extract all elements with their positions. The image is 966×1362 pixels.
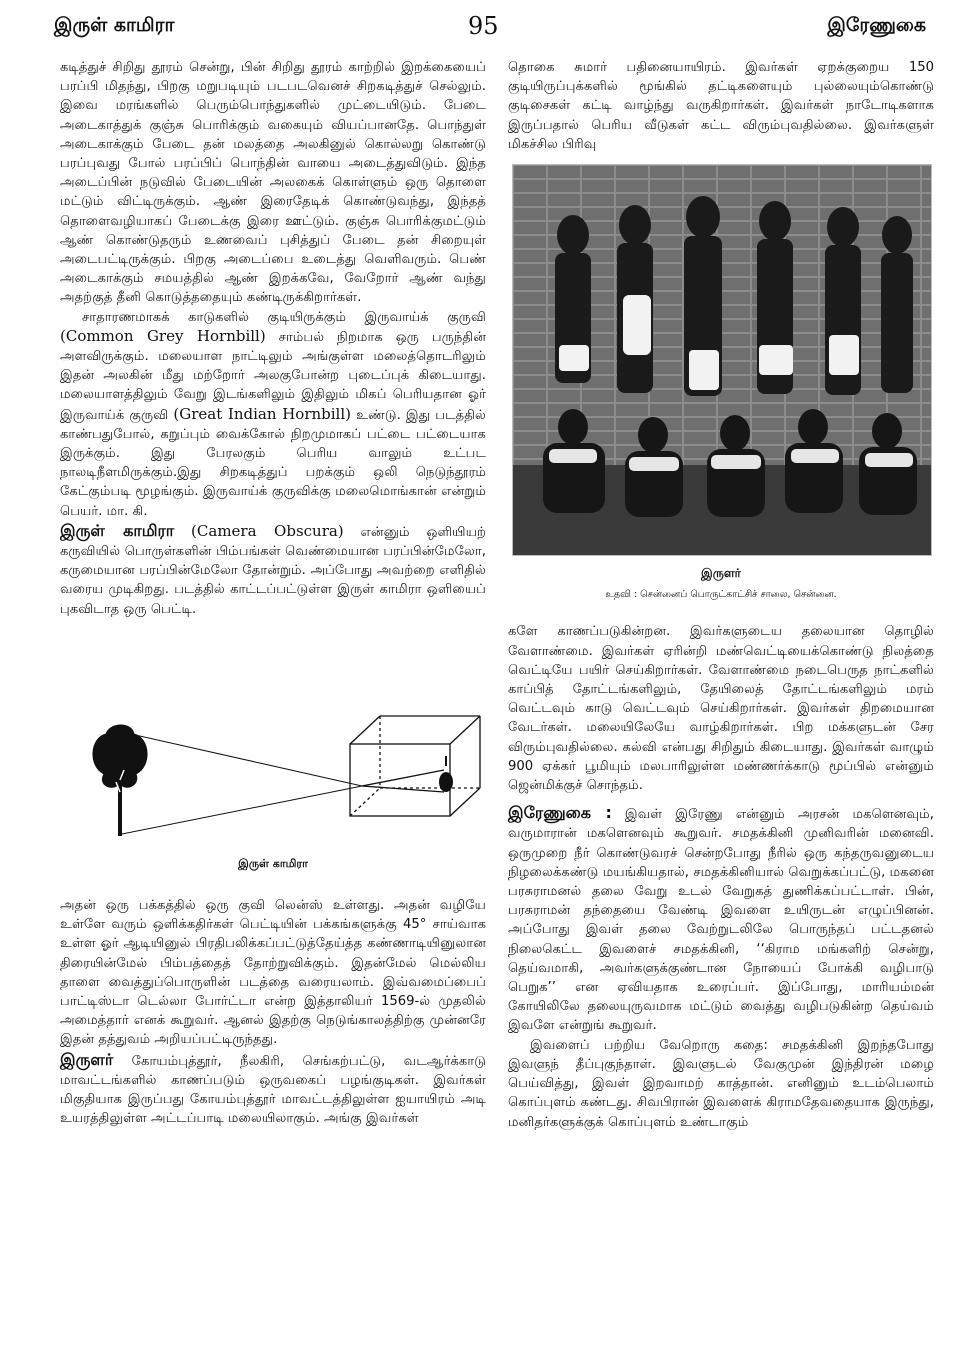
irular-text: கோயம்புத்தூர், நீலகிரி, செங்கற்பட்டு, வடஆர்க்காடு மாவட்டங்களில் காணப்படும் ஒருவகைப் பழங்குடிகள். இவர்கள் மிகுதியாக இருப்பது கோயம்புத்தூர் மாவட்டத்திலுள்ள ஐயாயிரம் அடி உயரத்திலுள்ள அட்டப்பாடி மலையிலாகும். அங்கு இவர்கள் xyxy=(60,1053,486,1127)
renukai-text: இவள் இரேணு என்னும் அரசன் மகளெனவும், வருமாரான் மகளெனவும் கூறுவர். சமதக்கினி முனிவரின் மனைவி. ஒருமுறை நீர் கொண்டுவரச் சென்றபோது நீரில் ஒரு கந்தருவனுடைய நிழலைக்கண்டு மயங்கியதால், சமதக்கினியால் வெறுக்கப்பட்டு, மகனை பரசுராமனல் தலை வேறு உடல் வேறுகத் துணிக்கப்பட்டாள். பின், பரசுராமன் தந்தையை வேண்டி இவளை உயிருடன் எழுப்பினன். அப்போது இவள் தலை வேற்றுடலிலே பொருந்தப் பட்டதனல் நிலைகெட்ட இவளைச் சமதக்கினி, ‘‘கிராம மங்களிற் சென்று, தெய்வமாகி, அவர்களுக்குண்டான நோயைப் போக்கி வழிபாடு பெறுக’’ என ஏவியதாக உரைப்பர். இப்போது, மாரியம்மன் கோயிலிலே தலையுருவமாக மட்டும் வைத்து வழிபடுகின்ற தெய்வம் இவளே என்றுங் கூறுவர். xyxy=(508,807,934,1034)
left-column xyxy=(60,58,486,1128)
group-photo-illustration xyxy=(513,165,931,555)
light-rays xyxy=(122,732,362,834)
renukai-paragraph xyxy=(508,803,934,1035)
camera-obscura-paragraph xyxy=(60,521,486,619)
hornbill-nesting-paragraph: கடித்துச் சிறிது தூரம் சென்று, பின் சிறிது தூரம் காற்றில் இறக்கையைப் பரப்பி மிதந்து, பிறகு மறுபடியும் படபடவெனச் சிறகடித்துச் செல்லும். இவை மரங்களில் பெரும்பொந்துகளில் முட்டையிடும். பேடை அடைகாத்துக் குஞ்சு பொரிக்கும் வகையும் வியப்பானதே. பொந்துள் அடைகாக்கும் பேடை தன் மலத்தை அலகினுல் கொல்லறு கொண்டு பரப்புவது போல் பரப்பிப் பொந்தின் வாயை அடைத்துவிடும். இந்த அடைப்பின் நடுவில் பேடையின் அலகைக் கொள்ளும் ஒரு தொளை மட்டும் விட்டிருக்கும். ஆண் இரைதேடிக் கொண்டுவந்து, இந்தத் தொளைவழியாகப் பேடைக்கு இரை ஊட்டும். குஞ்சு பொரிக்குமட்டும் ஆண் கொண்டுதரும் உணவைப் புசித்துப் பேடை தன் சிறையுள் அடைபட்டிருக்கும். பிறகு அடைப்பை உடைத்து வெளிவரும். பெண் அடைகாக்கும் சமயத்தில் ஆண் இறக்கவே, வேறோர் ஆண் வந்து அதற்குத் தீனி கொடுத்ததையும் கண்டிருக்கிறார்கள். xyxy=(60,60,486,306)
camera-obscura-latin: (Camera Obscura) xyxy=(191,521,344,540)
great-indian-hornbill-latin: (Great Indian Hornbill) xyxy=(173,404,351,423)
running-header-right: இரேணுகை xyxy=(827,14,926,36)
irular-group-photo xyxy=(512,164,932,556)
irular-photo-block xyxy=(508,164,934,604)
renukai-another-story-paragraph: இவளைப் பற்றிய வேறொரு கதை: சமதக்கினி இறந்தபோது இவளுந் தீப்புகுந்தாள். இவளுடல் வேகுமுன் இந்திரன் மழை பெய்வித்து, இவள் இறவாமற் காத்தான். எனினும் உடம்பெலாம் கொப்புளம் கண்டது. சிவபிரான் இவளைக் கிராமதேவதையாக இருந்து, மனிதர்களுக்குக் கொப்புளம் உண்டாகும் xyxy=(508,1037,934,1130)
camera-obscura-continued-paragraph: அதன் ஒரு பக்கத்தில் ஒரு குவி லென்ஸ் உள்ளது. அதன் வழியே உள்ளே வரும் ஒளிக்கதிர்கள் பெட்டியின் பக்கங்களுக்கு 45° சாய்வாக உள்ள ஓர் ஆடியினுல் பிரதிபலிக்கப்பட்டுத்தேய்த்த கண்ணாடியினுலான திரையின்மேல் பிம்பத்தைத் தோற்றுவிக்கும். இதன்மேல் மெல்லிய தாளை வைத்துப்பொருளின் படத்தை வரையலாம். இவ்வமைப்பைப் பாட்டிஸ்டா டெல்லா போர்ட்டா என்ற இத்தாலியர் 1569-ல் முதலில் அமைத்தார் எனக் கூறுவர். ஆனல் இதற்கு நெடுங்காலத்திற்கு முன்னரே இதன் தத்துவம் அறியப்பட்டிருந்தது. xyxy=(60,898,486,1048)
irular-continued-paragraph: தொகை சுமார் பதினையாயிரம். இவர்கள் ஏறக்குறைய 150 குடியிருப்புக்களில் மூங்கில் தட்டிகளையும் புல்லையும்கொண்டு குடிசைகள் கட்டி வாழ்ந்து வருகிறார்கள். இவர்கள் நாடோடிகளாக இருப்பதால் பெரிய வீடுகள் கட்ட விரும்புவதில்லை. இவர்களுள் மிகச்சில பிரிவு xyxy=(508,60,934,152)
running-header-left: இருள் காமிரா xyxy=(54,14,175,36)
camera-box xyxy=(350,716,480,816)
common-grey-hornbill-latin: (Common Grey Hornbill) xyxy=(60,326,266,345)
irular-heading: இருளர் xyxy=(60,1049,114,1069)
hornbill-text-start: சாதாரணமாகக் காடுகளில் குடியிருக்கும் இருவாய்க் குருவி xyxy=(82,309,486,325)
diagram-caption: இருள் காமிரா xyxy=(238,857,308,870)
hornbill-text-end: உண்டு. இது படத்தில் காண்பதுபோல், கறுப்பும் வைக்கோல் நிறமுமாகப் பட்டை பட்டையாக இருக்கும். இது பேரலகும் பெரிய வாலும் உட்பட நாலடிநீளமிருக்கும்.இது சிறகடித்துப் பறக்கும் ஒலி நெடுந்தூரம் கேட்கும்படி மூழங்கும். இருவாய்க் குருவிக்கு மலைமொங்கான் என்றும் பெயர். மா. கி. xyxy=(60,407,486,519)
camera-obscura-text: என்னும் ஒளியியற் கருவியில் பொருள்களின் பிம்பங்கள் வெண்மையான பரப்பின்மேலோ, கருமையான பரப்பின்மேலோ தோன்றும். அப்போது அவற்றை எளிதில் வரைய முடிகிறது. படத்தில் காட்டப்பட்டுள்ள இருள் காமிரா ஒளியைப் புகவிடாத ஒரு பெட்டி. xyxy=(60,524,486,617)
left-column-bottom xyxy=(60,896,486,1128)
renukai-heading: இரேணுகை : xyxy=(508,803,612,823)
tree-figure xyxy=(93,725,147,836)
camera-obscura-illustration xyxy=(60,674,486,854)
irular-paragraph xyxy=(60,1050,486,1129)
left-column-top xyxy=(60,58,486,668)
hornbill-species-paragraph xyxy=(60,308,486,521)
page-number: 95 xyxy=(468,12,499,40)
camera-obscura-diagram xyxy=(60,674,486,854)
projected-image xyxy=(439,756,453,792)
photo-credit: உதவி : சென்னைப் பொருட்காட்சிச் சாலை, சென்னை. xyxy=(605,589,837,601)
hornbill-text-mid: சாம்பல் நிறமாக ஒரு பருந்தின் அளவிருக்கும். மலையாள நாட்டிலும் அங்குள்ள மலைத்தொடரிலும் இதன் அலகின் மீது மற்றோர் அலகுபோன்ற புடைப்புக் கிடையாது. மலையாளத்திலும் வேறு இடங்களிலும் இதிலும் மிகப் பெரியதான ஓர் இருவாய்க் குருவி xyxy=(60,329,486,423)
photo-caption: இருளர் xyxy=(701,566,741,581)
irular-lifestyle-paragraph: களே காணப்படுகின்றன. இவர்களுடைய தலையான தொழில் வேளாண்மை. இவர்கள் ஏரின்றி மண்வெட்டியைக்கொண்டு நிலத்தை வெட்டியே பயிர் செய்கிறார்கள். வேளாண்மை நடைபெருத நாட்களில் காப்பித் தோட்டங்களிலும், தேயிலைத் தோட்டங்களிலும் மரம் வெட்டவும் காடு வெட்டவும் செய்கிறார்கள். இவர்கள் திறமையான வேடர்கள். மலையிலேயே வாழ்கிறார்கள். பிற மக்களுடன் சேர விரும்புவதில்லை. கல்வி என்பது சிறிதும் கிடையாது. இவர்கள் வாழும் 900 ஏக்கர் பூமியும் மலபாரிலுள்ள மண்ணர்க்காடு மூப்பில் என்னும் ஜென்மிக்குச் சொந்தம். xyxy=(508,624,934,794)
right-column xyxy=(508,58,934,1132)
camera-obscura-heading: இருள் காமிரா xyxy=(60,520,175,540)
